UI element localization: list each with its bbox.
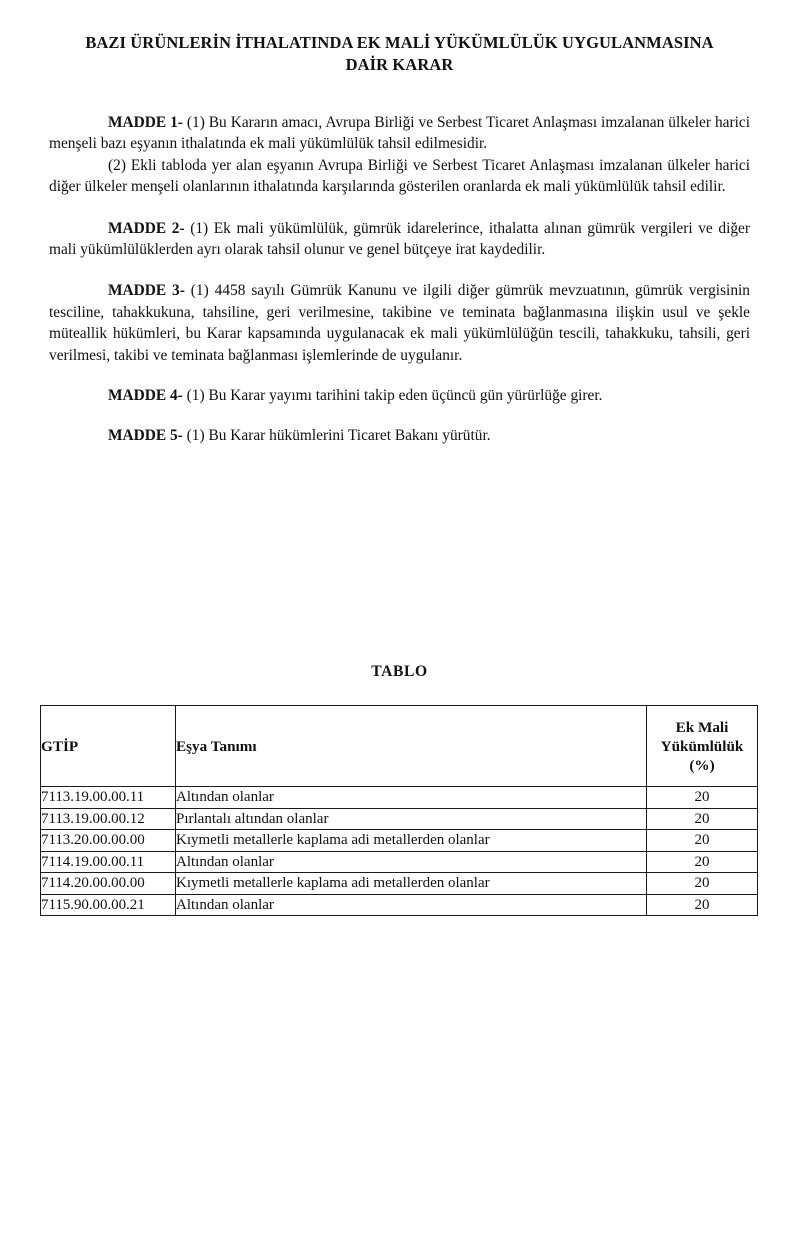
cell-gtip: 7114.20.00.00.00 bbox=[41, 873, 176, 895]
article-madde-1 bbox=[49, 112, 750, 155]
column-header-line-3: (%) bbox=[689, 756, 715, 774]
cell-esya-tanimi: Kıymetli metallerle kaplama adi metallerden olanlar bbox=[176, 830, 647, 852]
cell-gtip: 7115.90.00.00.21 bbox=[41, 894, 176, 916]
article-label-5: MADDE 5- bbox=[108, 427, 183, 445]
cell-esya-tanimi: Pırlantalı altından olanlar bbox=[176, 808, 647, 830]
column-header-line-1: Ek Mali bbox=[675, 718, 729, 736]
article-madde-3 bbox=[49, 280, 750, 366]
table-row bbox=[41, 830, 758, 852]
page-title-line-1: BAZI ÜRÜNLERİN İTHALATINDA EK MALİ YÜKÜMLÜLÜK UYGULANMASINA bbox=[85, 33, 714, 52]
column-header-line-2: Yükümlülük bbox=[660, 737, 744, 755]
article-text-2: (1) Ek mali yükümlülük, gümrük idarelerince, ithalatta alınan gümrük vergileri ve diğer mali yükümlülüklerden ayrı olarak tahsil olunur ve genel bütçeye irat kaydedilir. bbox=[49, 219, 750, 259]
article-text-1: (1) Bu Kararın amacı, Avrupa Birliği ve Serbest Ticaret Anlaşması imzalanan ülkeler harici menşeli bazı eşyanın ithalatında ek mali yükümlülük tahsil edilmesidir. bbox=[49, 114, 750, 153]
body-text bbox=[49, 112, 750, 447]
cell-esya-tanimi: Altından olanlar bbox=[176, 851, 647, 873]
article-text-4: (1) Bu Karar yayımı tarihini takip eden üçüncü gün yürürlüğe girer. bbox=[182, 387, 603, 405]
column-header-ek-mali-yukumluluk bbox=[647, 706, 758, 787]
article-label-2: MADDE 2- bbox=[108, 219, 185, 237]
article-label-1: MADDE 1- bbox=[108, 114, 183, 131]
table-row bbox=[41, 787, 758, 809]
article-text-1-2: (2) Ekli tabloda yer alan eşyanın Avrupa Birliği ve Serbest Ticaret Anlaşması imzalanan ülkeler harici diğer ülkeler menşeli olanlarının ithalatında karşılarında gösterilen oranlarda ek mali yükümlülük tahsil edilir. bbox=[49, 156, 750, 196]
article-label-3: MADDE 3- bbox=[108, 282, 185, 300]
table-row bbox=[41, 894, 758, 916]
article-text-3: (1) 4458 sayılı Gümrük Kanunu ve ilgili diğer gümrük mevzuatının, gümrük vergisinin tesciline, tahakkukuna, tahsiline, geri verilmesine, takibine ve teminata bağlanmasına ilişkin usul ve şekle müteallik hükümleri, bu Karar kapsamında uygulanacak ek mali yükümlülüğün tescili, tahakkuku, tahsili, geri verilmesi, takibi ve teminata bağlanması işlemlerinde de uygulanır. bbox=[49, 282, 750, 364]
cell-oran: 20 bbox=[647, 894, 758, 916]
table-head bbox=[41, 706, 758, 787]
cell-gtip: 7113.19.00.00.11 bbox=[41, 787, 176, 809]
cell-oran: 20 bbox=[647, 787, 758, 809]
cell-esya-tanimi: Kıymetli metallerle kaplama adi metallerden olanlar bbox=[176, 873, 647, 895]
article-madde-5 bbox=[49, 425, 750, 446]
article-label-4: MADDE 4- bbox=[108, 387, 183, 405]
column-header-esya-tanimi: Eşya Tanımı bbox=[176, 706, 647, 787]
cell-oran: 20 bbox=[647, 851, 758, 873]
cell-gtip: 7114.19.00.00.11 bbox=[41, 851, 176, 873]
article-text-5: (1) Bu Karar hükümlerini Ticaret Bakanı yürütür. bbox=[182, 427, 491, 445]
article-madde-4 bbox=[49, 385, 750, 406]
cell-gtip: 7113.19.00.00.12 bbox=[41, 808, 176, 830]
cell-esya-tanimi: Altından olanlar bbox=[176, 787, 647, 809]
table-heading: TABLO bbox=[371, 663, 428, 680]
tariff-table bbox=[40, 705, 758, 916]
page-title bbox=[49, 32, 750, 76]
cell-oran: 20 bbox=[647, 830, 758, 852]
table-header-row bbox=[41, 706, 758, 787]
page-title-line-2: DAİR KARAR bbox=[345, 55, 454, 74]
table-row bbox=[41, 851, 758, 873]
article-madde-2 bbox=[49, 218, 750, 261]
table-row bbox=[41, 808, 758, 830]
table-row bbox=[41, 873, 758, 895]
article-madde-1-clause-2 bbox=[49, 155, 750, 198]
cell-oran: 20 bbox=[647, 808, 758, 830]
cell-oran: 20 bbox=[647, 873, 758, 895]
cell-gtip: 7113.20.00.00.00 bbox=[41, 830, 176, 852]
table-body bbox=[41, 787, 758, 916]
tariff-table-wrapper bbox=[40, 705, 754, 916]
cell-esya-tanimi: Altından olanlar bbox=[176, 894, 647, 916]
column-header-gtip: GTİP bbox=[41, 706, 176, 787]
